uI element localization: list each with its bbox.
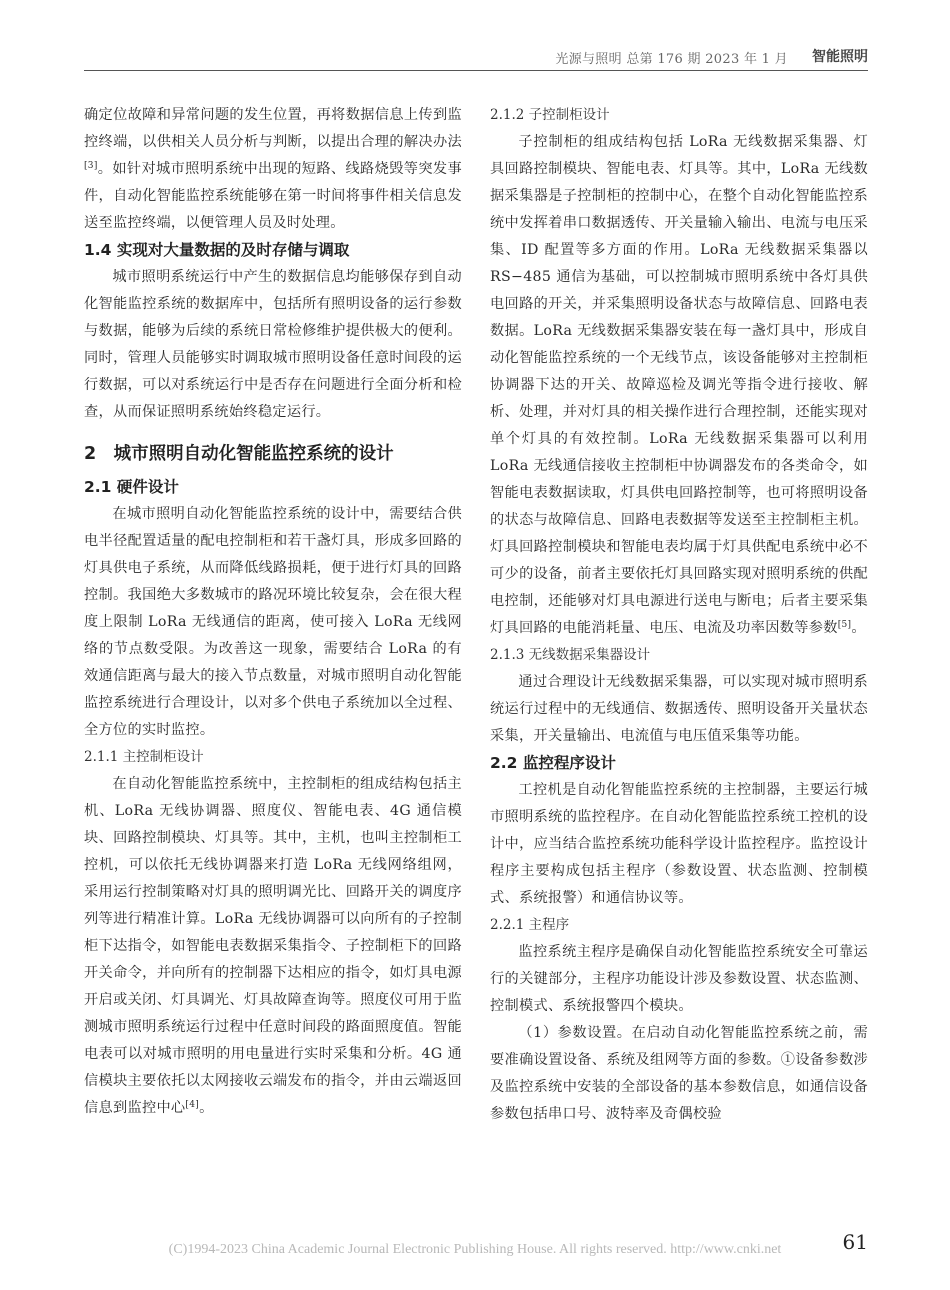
paragraph: （1）参数设置。在启动自动化智能监控系统之前，需要准确设置设备、系统及组网等方面的参数。①设备参数涉及监控系统中安装的全部设备的基本参数信息，如通信设备参数包括串口号、波特率及奇偶校验 <box>490 1025 868 1122</box>
right-column <box>490 102 868 1128</box>
text-run: 确定位故障和异常问题的发生位置，再将数据信息上传到监控终端，以供相关人员分析与判断，以提出合理的解决办法 <box>84 107 462 150</box>
copyright-notice: (C)1994-2023 China Academic Journal Electronic Publishing House. All rights reserved. http://www.cnki.net <box>168 1242 782 1257</box>
paragraph: 监控系统主程序是确保自动化智能监控系统安全可靠运行的关键部分，主程序功能设计涉及参数设置、状态监测、控制模式、系统报警四个模块。 <box>490 944 868 1014</box>
paragraph: 通过合理设计无线数据采集器，可以实现对城市照明系统运行过程中的无线通信、数据透传、照明设备开关量状态采集，开关量输出、电流值与电压值采集等功能。 <box>490 674 868 744</box>
text-run: 子控制柜的组成结构包括 LoRa 无线数据采集器、灯具回路控制模块、智能电表、灯具等。其中，LoRa 无线数据采集器是子控制柜的控制中心，在整个自动化智能监控系统中发挥着串口数据透传、开关量输入输出、电流与电压采集、ID 配置等多方面的作用。LoRa 无线数据采集器以 RS−485 通信为基础，可以控制城市照明系统中各灯具供电回路的开关，并采集照明设备状态与故障信息、回路电表数据。LoRa 无线数据采集器安装在每一盏灯具中，形成自动化智能监控系统的一个无线节点，该设备能够对主控制柜协调器下达的开关、故障巡检及调光等指令进行接收、解析、处理，并对灯具的相关操作进行合理控制，还能实现对单个灯具的有效控制。LoRa 无线数据采集器可以利用 LoRa 无线通信接收主控制柜中协调器发布的各类命令，如智能电表数据读取，灯具供电回路控制等，也可将照明设备的状态与故障信息、回路电表数据等发送至主控制柜主机。灯具回路控制模块和智能电表均属于灯具供配电系统中必不可少的设备，前者主要依托灯具回路实现对照明系统的供配电控制，还能够对灯具电源进行送电与断电；后者主要采集灯具回路的电能消耗量、电压、电流及功率因数等参数 <box>490 134 868 636</box>
paragraph <box>490 129 868 642</box>
citation: [5] <box>837 620 852 630</box>
section-heading-2-1: 2.1 硬件设计 <box>84 478 179 496</box>
subsection-heading-2-2-1: 2.2.1 主程序 <box>490 917 570 933</box>
subsection-heading-2-1-1: 2.1.1 主控制柜设计 <box>84 749 204 765</box>
paragraph: 城市照明系统运行中产生的数据信息均能够保存到自动化智能监控系统的数据库中，包括所有照明设备的运行参数与数据，能够为后续的系统日常检修维护提供极大的便利。同时，管理人员能够实时调取城市照明设备任意时间段的运行数据，可以对系统运行中是否存在问题进行全面分析和检查，从而保证照明系统始终稳定运行。 <box>84 269 462 420</box>
subsection-heading-2-1-3: 2.1.3 无线数据采集器设计 <box>490 647 651 663</box>
page-header <box>84 40 868 70</box>
text-run: 在自动化智能监控系统中，主控制柜的组成结构包括主机、LoRa 无线协调器、照度仪、智能电表、4G 通信模块、回路控制模块、灯具等。其中，主机，也叫主控制柜工控机，可以依托无线协调器来打造 LoRa 无线网络组网，采用运行控制策略对灯具的照明调光比、回路开关的调度序列等进行精准计算。LoRa 无线协调器可以向所有的子控制柜下达指令，如智能电表数据采集指令、子控制柜下的回路开关命令，并向所有的控制器下达相应的指令，如灯具电源开启或关闭、灯具调光、灯具故障查询等。照度仪可用于监测城市照明系统运行过程中任意时间段的路面照度值。智能电表可以对城市照明的用电量进行实时采集和分析。4G 通信模块主要依托以太网接收云端发布的指令，并由云端返回信息到监控中心 <box>84 776 462 1116</box>
section-heading-1-4: 1.4 实现对大量数据的及时存储与调取 <box>84 241 350 259</box>
page-number: 61 <box>842 1230 868 1254</box>
text-run: 。 <box>851 620 866 636</box>
paragraph <box>84 102 462 237</box>
citation: [4] <box>185 1100 200 1110</box>
text-run: 。如针对城市照明系统中出现的短路、线路烧毁等突发事件，自动化智能监控系统能够在第一时间将事件相关信息发送至监控终端，以便管理人员及时处理。 <box>84 161 462 231</box>
paragraph <box>84 771 462 1122</box>
section-heading-2: 2 城市照明自动化智能监控系统的设计 <box>84 444 394 464</box>
journal-info: 光源与照明 总第 176 期 2023 年 1 月 <box>555 52 788 67</box>
left-column <box>84 102 462 1122</box>
paragraph: 在城市照明自动化智能监控系统的设计中，需要结合供电半径配置适量的配电控制柜和若干盏灯具，形成多回路的灯具供电子系统，从而降低线路损耗，便于进行灯具的回路控制。我国绝大多数城市的路况环境比较复杂，会在很大程度上限制 LoRa 无线通信的距离，使可接入 LoRa 无线网络的节点数受限。为改善这一现象，需要结合 LoRa 的有效通信距离与最大的接入节点数量，对城市照明自动化智能监控系统进行合理设计，以对多个供电子系统加以全过程、全方位的实时监控。 <box>84 506 462 738</box>
header-divider <box>84 70 868 71</box>
section-label: 智能照明 <box>812 49 868 65</box>
text-run: 。 <box>199 1100 214 1116</box>
citation: [3] <box>84 161 98 171</box>
subsection-heading-2-1-2: 2.1.2 子控制柜设计 <box>490 107 610 123</box>
paragraph: 工控机是自动化智能监控系统的主控制器，主要运行城市照明系统的监控程序。在自动化智能监控系统工控机的设计中，应当结合监控系统功能科学设计监控程序。监控设计程序主要构成包括主程序（参数设置、状态监测、控制模式、系统报警）和通信协议等。 <box>490 782 868 906</box>
section-heading-2-2: 2.2 监控程序设计 <box>490 754 616 772</box>
